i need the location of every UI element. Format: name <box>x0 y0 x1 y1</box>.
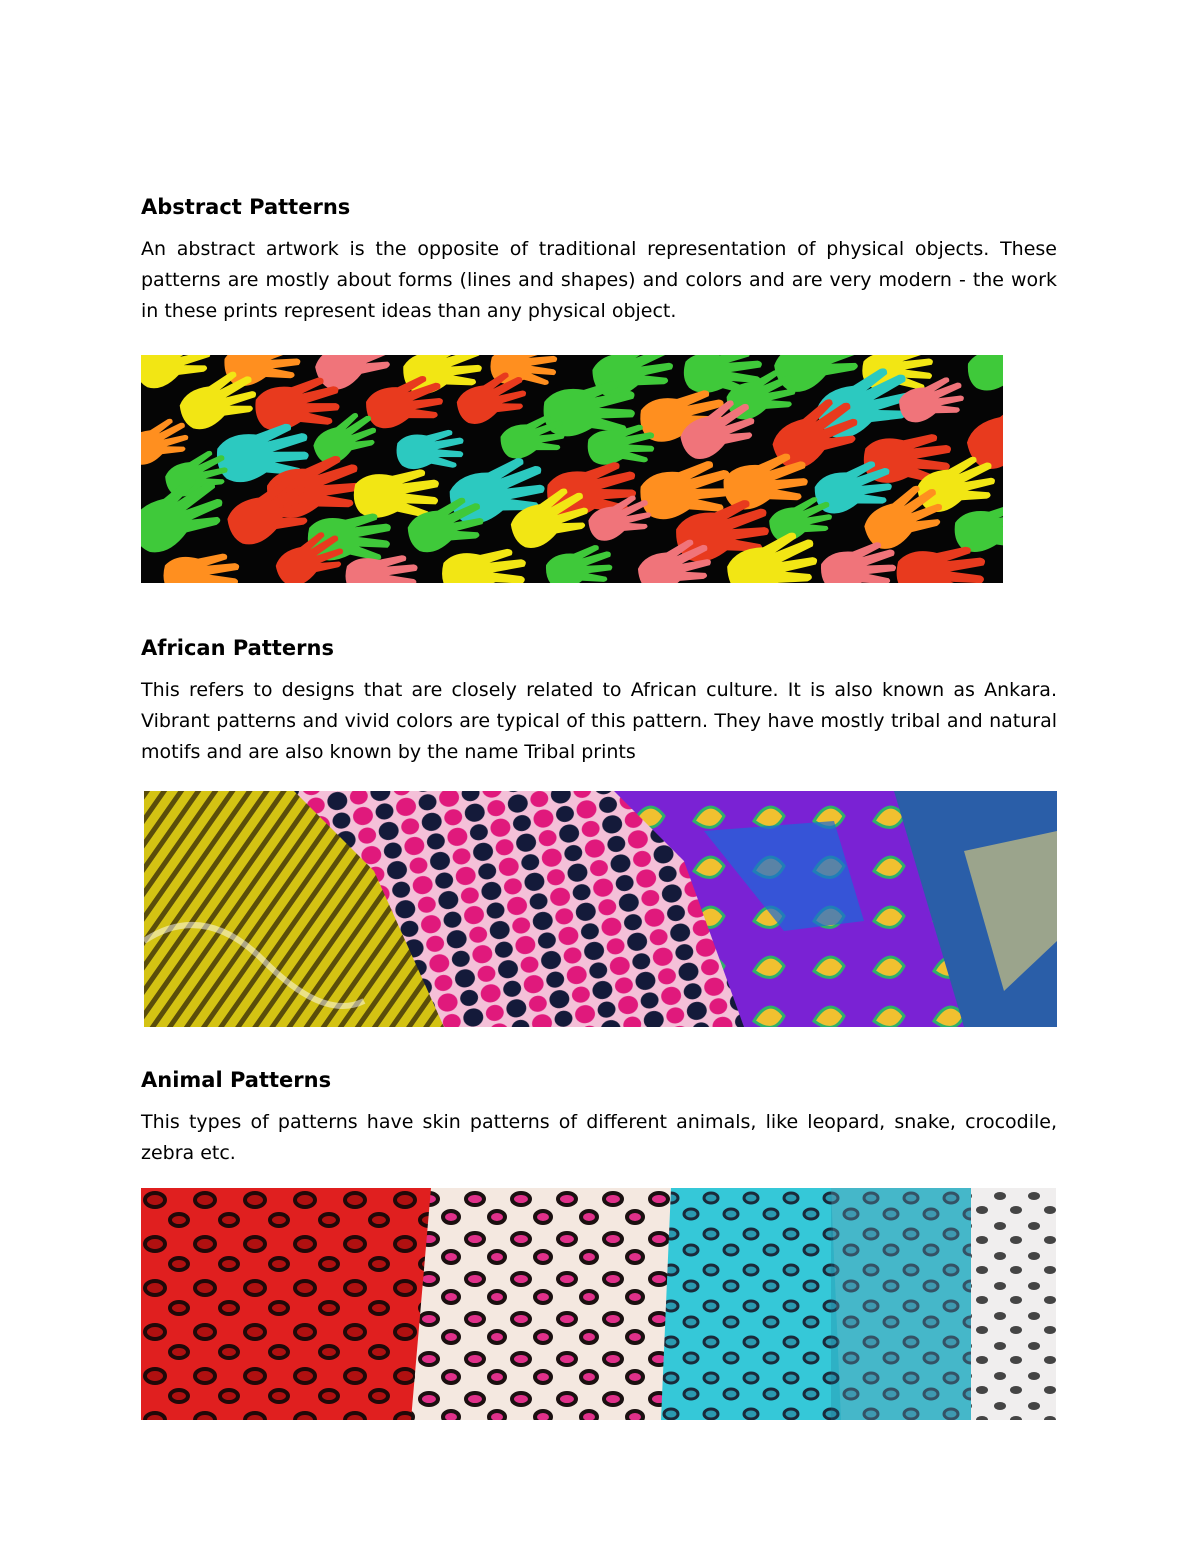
ankara-fabric-graphic <box>144 791 1057 1027</box>
hands-pattern-graphic <box>141 355 1003 583</box>
abstract-pattern-image <box>141 355 1003 583</box>
abstract-paragraph: An abstract artwork is the opposite of traditional representation of physical objects. These patterns are mostly about forms (lines and shapes) and colors and are very modern - the work in these prints represent ideas than any physical object. <box>141 238 1057 322</box>
animal-pattern-image <box>141 1188 1056 1420</box>
african-paragraph: This refers to designs that are closely related to African culture. It is also known as Ankara. Vibrant patterns and vivid colors are typical of this pattern. They have mostly tribal and natural motifs and are also known by the name Tribal prints <box>141 679 1057 763</box>
animal-heading: Animal Patterns <box>141 1068 332 1092</box>
abstract-section <box>141 194 1057 327</box>
leopard-fabric-graphic <box>141 1188 1056 1420</box>
african-pattern-image <box>144 791 1057 1027</box>
african-heading: African Patterns <box>141 636 334 660</box>
animal-section <box>141 1067 1057 1169</box>
abstract-heading: Abstract Patterns <box>141 195 351 219</box>
african-section <box>141 635 1057 768</box>
animal-paragraph: This types of patterns have skin patterns of different animals, like leopard, snake, crocodile, zebra etc. <box>141 1111 1057 1164</box>
